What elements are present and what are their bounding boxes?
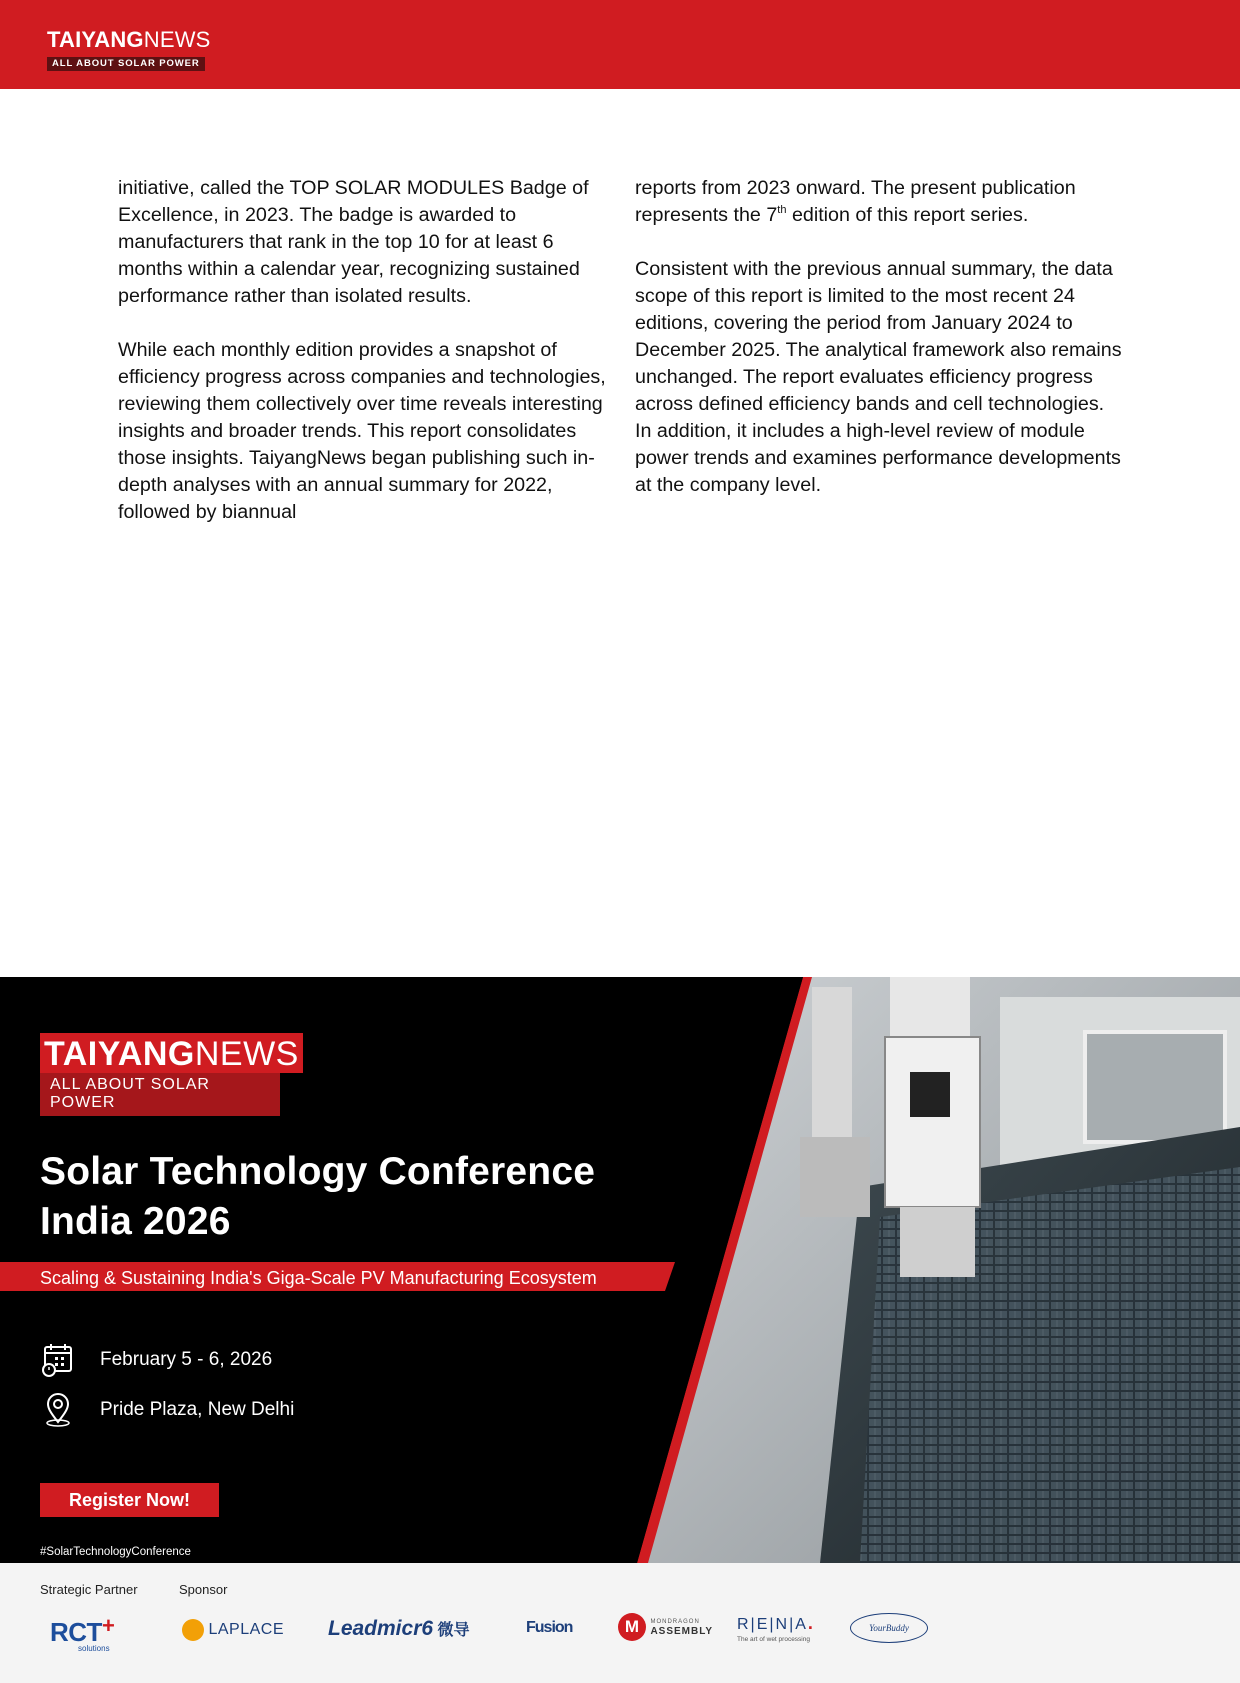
leadmicro-logo: Leadmicr6 微导	[328, 1617, 470, 1640]
hashtag: #SolarTechnologyConference	[40, 1546, 191, 1558]
ad-logo	[40, 1033, 303, 1116]
article-column-right	[635, 175, 1125, 526]
header-bar	[0, 0, 1240, 89]
sponsor-label: Sponsor	[179, 1582, 228, 1597]
partners-strip	[0, 1563, 1240, 1683]
article-column-left	[118, 175, 613, 553]
conference-title: Solar Technology Conference India 2026	[40, 1150, 596, 1243]
strategic-partner-label: Strategic Partner	[40, 1582, 138, 1597]
mondragon-logo: M MONDRAGON ASSEMBLY	[618, 1613, 713, 1641]
brand-logo[interactable]	[47, 27, 211, 71]
calendar-icon	[40, 1342, 76, 1378]
fusion-logo: Fusion	[526, 1619, 573, 1636]
paragraph: While each monthly edition provides a snapshot of efficiency progress across companies and technologies, reviewing them collectively over time reveals interesting insights and broader trends. This report consolidates those insights. TaiyangNews began publishing such in-depth analyses with an annual summary for 2022, followed by biannual	[118, 339, 606, 523]
ad-logo-tagline: ALL ABOUT SOLAR POWER	[40, 1073, 280, 1116]
location-pin-icon	[40, 1392, 76, 1428]
yourbuddy-logo: YourBuddy	[850, 1613, 928, 1643]
brand-tagline: ALL ABOUT SOLAR POWER	[47, 57, 205, 71]
paragraph: reports from 2023 onward. The present publication represents the 7th edition of this report series.	[635, 177, 1076, 226]
paragraph: initiative, called the TOP SOLAR MODULES Badge of Excellence, in 2023. The badge is awarded to manufacturers that rank in the top 10 for at least 6 months within a calendar year, recognizing sustained performance rather than isolated results.	[118, 177, 589, 307]
paragraph: Consistent with the previous annual summary, the data scope of this report is limited to the most recent 24 editions, covering the period from January 2024 to December 2025. The analytical framework also remains unchanged. The report evaluates efficiency progress across defined efficiency bands and cell technologies. In addition, it includes a high-level review of module power trends and examines performance developments at the company level.	[635, 258, 1122, 496]
rena-logo: R|E|N|A. The art of wet processing	[737, 1613, 813, 1643]
register-button[interactable]: Register Now!	[40, 1483, 219, 1517]
laplace-logo: LAPLACE	[182, 1619, 284, 1641]
brand-name: TAIYANGNEWS	[47, 27, 211, 52]
rct-logo: RCT+ solutions	[50, 1613, 115, 1653]
conference-ad[interactable]: TAIYANGNEWS ALL ABOUT SOLAR POWER Solar Technology Conference India 2026 Scaling & Sustaining India's Giga-Scale PV Manufacturing Ecosystem February 5 - 6, 2026 Pride Plaza, New Delhi Register Now! #SolarTechnologyConference	[0, 977, 1240, 1563]
conference-subtitle: Scaling & Sustaining India's Giga-Scale PV Manufacturing Ecosystem	[40, 1268, 597, 1288]
ad-logo-name: TAIYANGNEWS	[40, 1033, 303, 1073]
